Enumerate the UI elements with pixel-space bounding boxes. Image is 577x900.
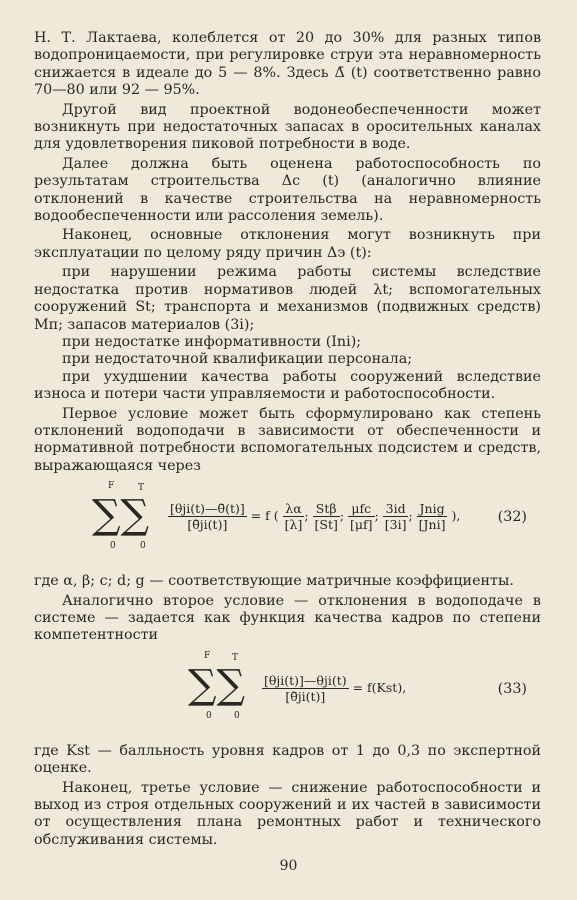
paragraph: Аналогично второе условие — отклонения в водоподаче в системе — задается как функция качества кадров по степени компетентности <box>34 592 541 644</box>
formula-32 <box>34 479 541 569</box>
sum-lower-limit: 0 <box>234 710 240 721</box>
sum-upper-limit: F <box>204 650 211 661</box>
equation-number: (33) <box>497 680 527 697</box>
fraction: $\frac{\text{[θji(t)]—θji(t)}}{[\thetāji(t)]}$ <box>264 672 347 704</box>
paragraph: Наконец, третье условие — снижение работоспособности и выход из строя отдельных сооружений и их частей в зависимости от осуществления плана ремонтных работ и технического обслуживания системы. <box>34 779 541 848</box>
formula-33 <box>34 649 541 739</box>
paragraph: где Kst — балльность уровня кадров от 1 до 0,3 по экспертной оценке. <box>34 742 541 777</box>
paragraph: Первое условие может быть сформулировано как степень отклонений водоподачи в зависимости от обеспеченности и нормативной потребности вспомогательных подсистем и средств, выражающаяся через <box>34 405 541 474</box>
formula-body: $\frac{\text{[θji(t)—θ̄(t)]}}{[\thetāji(t)]}$ = f ( $\frac{\lambda\alpha}{[\lambda]}$ ; $\frac{\text{Stβ}}{[St]}$ ; $\frac{\text{μfc}}{[\mu f]}$ ; $\frac{3id}{[3i]}$ ; $\frac{\text{Jnig}}{\text{[Jni]}}$ ), <box>170 501 461 533</box>
sum-upper-limit: T <box>232 652 239 663</box>
page-text <box>34 30 541 849</box>
formula-body: $\frac{\text{[θji(t)]—θji(t)}}{[\thetāji(t)]}$ = f(Kst), <box>264 672 407 704</box>
paragraph: при недостатке информативности (Ini); <box>62 333 362 350</box>
sum-upper-limit: F <box>108 481 115 492</box>
paragraph: при ухудшении качества работы сооружений вследствие износа и потери части управляемости и работоспособности. <box>34 368 541 403</box>
sum-lower-limit: 0 <box>140 541 146 552</box>
paragraph: где α, β; c; d; g — соответствующие матричные коэффициенты. <box>34 573 514 590</box>
paragraph: Другой вид проектной водонеобеспеченности может возникнуть при недостаточных запасах в оросительных каналах для удовлетворения пиковой потребности в воде. <box>34 101 541 153</box>
page-number: 90 <box>279 858 298 874</box>
sum-upper-limit: T <box>138 483 145 494</box>
paragraph: при недостаточной квалификации персонала; <box>62 351 413 368</box>
sum-lower-limit: 0 <box>206 710 212 721</box>
paragraph: Далее должна быть оценена работоспособность по результатам строительства Δc (t) (аналогично влияние отклонений в качестве строительства на неравномерность водообеспеченности или рассоления земель). <box>34 155 541 225</box>
sum-sign: ∑∑ <box>92 492 150 539</box>
sum-sign: ∑∑ <box>188 661 246 708</box>
paragraph: Наконец, основные отклонения могут возникнуть при эксплуатации по целому ряду причин Δэ (t): <box>34 227 541 261</box>
paragraph: Н. Т. Лактаева, колеблется от 20 до 30% для разных типов водопроницаемости, при регулировке струи эта неравномерность снижается в идеале до 5 — 8%. Здесь Δ̄ (t) соответственно равно 70—80 или 92 — 95%. <box>34 30 541 99</box>
sum-lower-limit: 0 <box>110 541 116 552</box>
paragraph: при нарушении режима работы системы вследствие недостатка против нормативов людей λt; вспомогательных сооружений St; транспорта и механизмов (подвижных средств) Mп; запасов материалов (3i); <box>34 264 541 333</box>
equation-number: (32) <box>497 509 527 526</box>
fraction: $\frac{\text{[θji(t)—θ̄(t)]}}{[\thetāji(t)]}$ <box>170 501 245 533</box>
